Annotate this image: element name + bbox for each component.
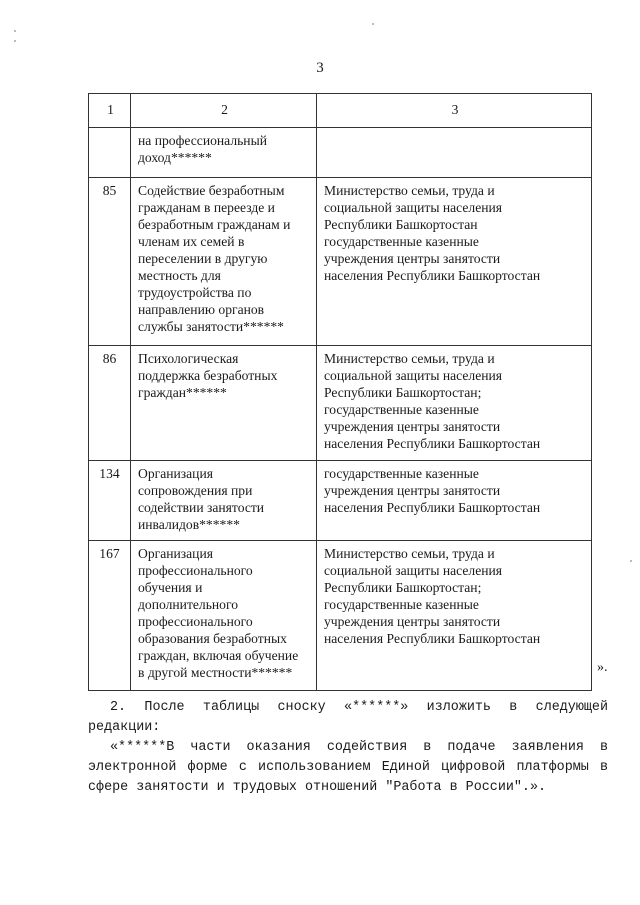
table-row bbox=[89, 178, 592, 346]
scan-mark bbox=[372, 23, 374, 25]
amendment-instruction: 2. После таблицы сноску «******» изложить в следующей редакции: bbox=[88, 700, 608, 735]
table-row bbox=[89, 346, 592, 461]
row-number: 167 bbox=[89, 541, 131, 691]
scan-mark bbox=[14, 40, 16, 42]
row-number: 86 bbox=[89, 346, 131, 461]
footnote-amendment bbox=[88, 698, 608, 798]
table-row bbox=[89, 461, 592, 541]
closing-quote: ». bbox=[597, 660, 608, 675]
header-col-3: 3 bbox=[317, 94, 592, 128]
services-table bbox=[88, 93, 592, 691]
service-name: Психологическая поддержка безработных граждан****** bbox=[131, 346, 317, 461]
row-number: 134 bbox=[89, 461, 131, 541]
executor-name: Министерство семьи, труда и социальной защиты населения Республики Башкортостан государственные казенные учреждения центры занятости населения Республики Башкортостан bbox=[317, 178, 592, 346]
row-number: 85 bbox=[89, 178, 131, 346]
amendment-text: «******В части оказания содействия в подаче заявления в электронной форме с использованием Единой цифровой платформы в сфере занятости и трудовых отношений "Работа в России".». bbox=[88, 740, 608, 795]
page-number: 3 bbox=[316, 60, 324, 76]
table-header-row bbox=[89, 94, 592, 128]
executor-name: государственные казенные учреждения центры занятости населения Республики Башкортостан bbox=[317, 461, 592, 541]
row-number bbox=[89, 128, 131, 178]
service-name: Организация сопровождения при содействии занятости инвалидов****** bbox=[131, 461, 317, 541]
table-row bbox=[89, 128, 592, 178]
service-name: на профессиональный доход****** bbox=[131, 128, 317, 178]
header-col-2: 2 bbox=[131, 94, 317, 128]
scan-mark bbox=[630, 560, 632, 562]
executor-name: Министерство семьи, труда и социальной защиты населения Республики Башкортостан; государственные казенные учреждения центры занятости населения Республики Башкортостан bbox=[317, 346, 592, 461]
table-row bbox=[89, 541, 592, 691]
executor-name bbox=[317, 128, 592, 178]
service-name: Организация профессионального обучения и дополнительного профессионального образования безработных граждан, включая обучение в другой местности****** bbox=[131, 541, 317, 691]
executor-name: Министерство семьи, труда и социальной защиты населения Республики Башкортостан; государственные казенные учреждения центры занятости населения Республики Башкортостан bbox=[317, 541, 592, 691]
header-col-1: 1 bbox=[89, 94, 131, 128]
service-name: Содействие безработным гражданам в переезде и безработным гражданам и членам их семей в переселении в другую местность для трудоустройства по направлению органов службы занятости****** bbox=[131, 178, 317, 346]
scan-mark bbox=[14, 30, 16, 32]
